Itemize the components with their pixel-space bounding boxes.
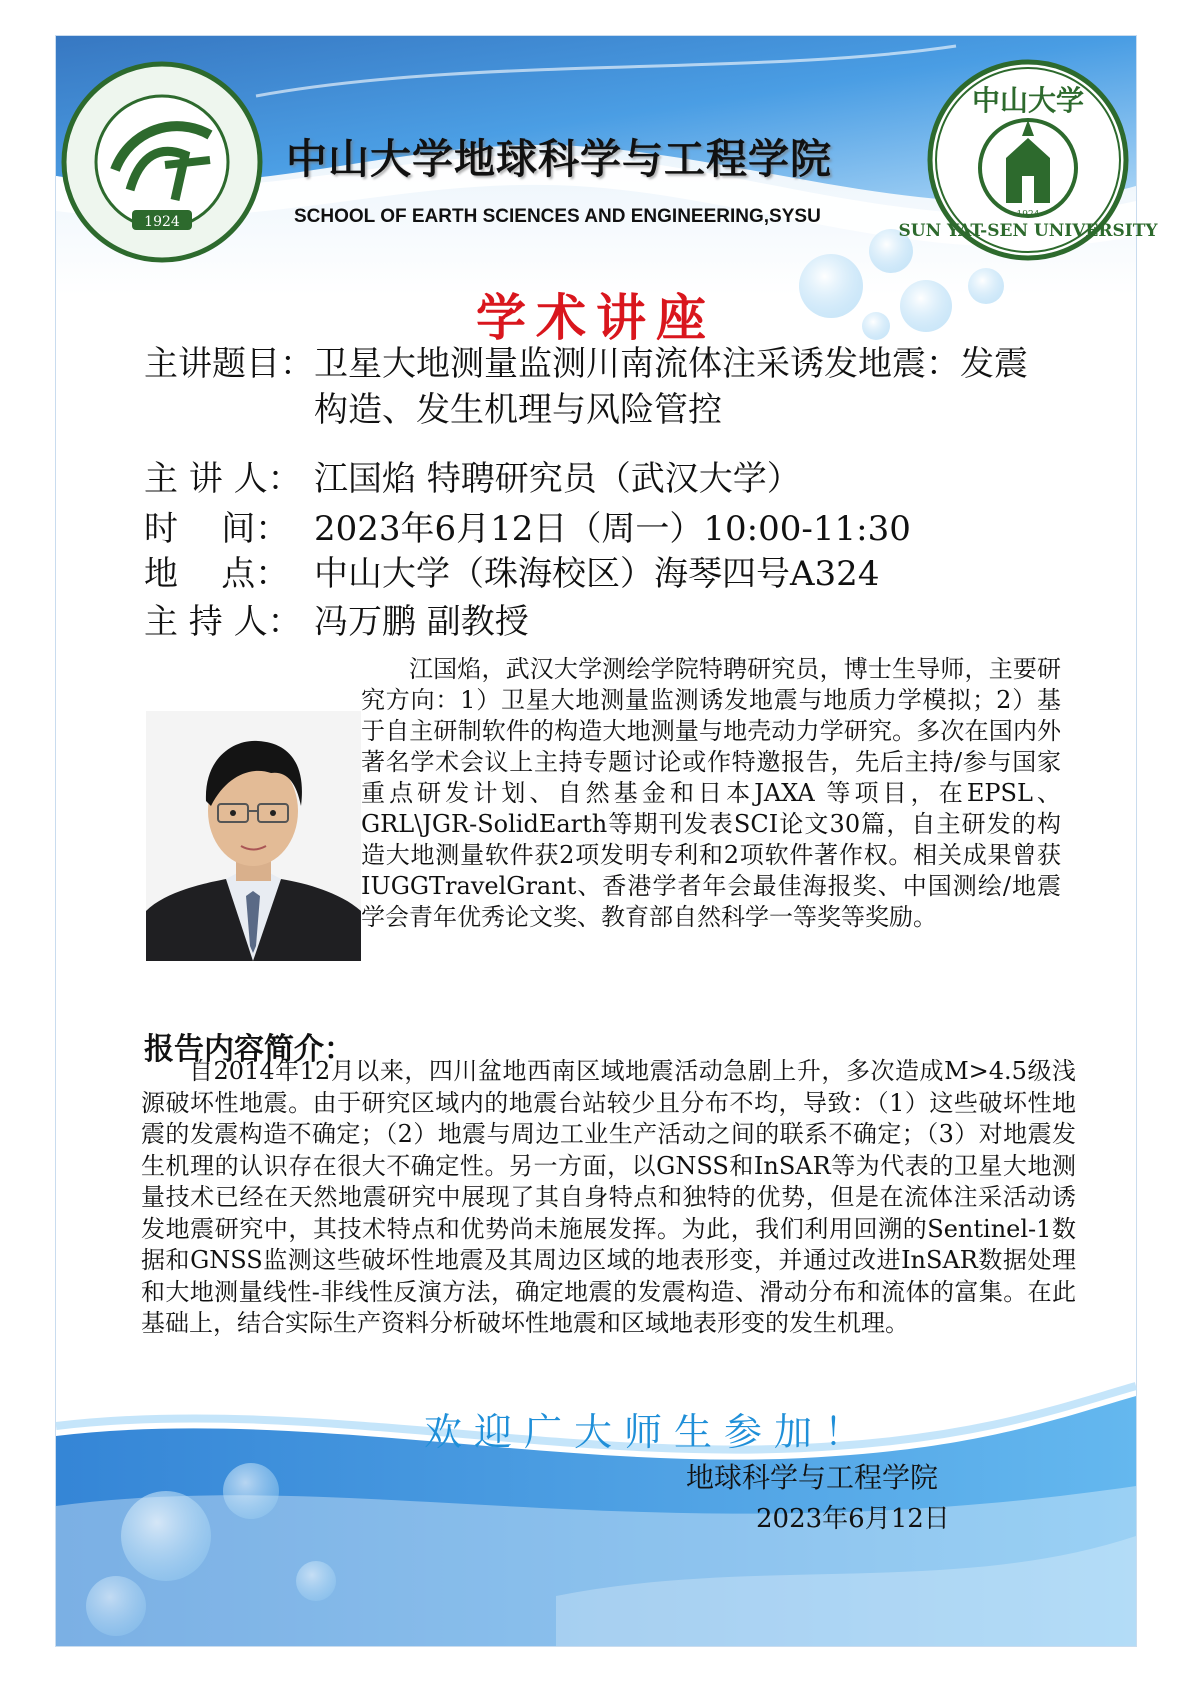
host-label: 主 持 人： [144, 602, 302, 642]
right-seal-en: SUN YAT-SEN UNIVERSITY [898, 221, 1158, 241]
place-row [144, 551, 879, 597]
speaker-photo [146, 711, 361, 961]
right-seal-year: 1924 [1016, 210, 1040, 220]
school-name-cn: 中山大学地球科学与工程学院 [286, 135, 832, 183]
university-seal-logo [898, 58, 1158, 263]
signature-org: 地球科学与工程学院 [686, 1461, 939, 1494]
abstract-title: 报告内容简介： [144, 1032, 354, 1067]
time-row [144, 506, 911, 552]
host-value: 冯万鹏 副教授 [314, 602, 529, 642]
signature-date: 2023年6月12日 [756, 1504, 950, 1534]
topic-label: 主讲题目： [144, 344, 314, 384]
place-value: 中山大学（珠海校区）海琴四号A324 [314, 554, 880, 594]
abstract-body: 自2014年12月以来，四川盆地西南区域地震活动急剧上升，多次造成M>4.5级浅源破坏性地震。由于研究区域内的地震台站较少且分布不均，导致：（1）这些破坏性地震的发震构造不确定；（2）地震与周边工业生产活动之间的联系不确定；（3）对地震发生机理的认识存在很大不确定性。另一方面，以GNSS和InSAR等为代表的卫星大地测量技术已经在天然地震研究中展现了其自身特点和独特的优势，但是在流体注采活动诱发地震研究中，其技术特点和优势尚未施展发挥。为此，我们利用回溯的Sentinel-1数据和GNSS监测这些破坏性地震及其周边区域的地表形变，并通过改进InSAR数据处理和大地测量线性-非线性反演方法，确定地震的发震构造、滑动分布和流体的富集。在此基础上，结合实际生产资料分析破坏性地震和区域地表形变的发生机理。 [141, 1057, 1076, 1337]
speaker-row [144, 456, 801, 502]
time-label: 时 间： [144, 509, 290, 549]
host-row [144, 599, 529, 645]
event-title: 学术讲座 [476, 289, 716, 347]
speaker-bio: 江国焰，武汉大学测绘学院特聘研究员，博士生导师，主要研究方向：1）卫星大地测量监测诱发地震与地质力学模拟；2）基于自主研制软件的构造大地测量与地壳动力学研究。多次在国内外著名学术会议上主持专题讨论或作特邀报告，先后主持/参与国家重点研发计划、自然基金和日本JAXA 等项目，在EPSL、GRL\JGR-SolidEarth等期刊发表SCI论文30篇，自主研发的构造大地测量软件获2项发明专利和2项软件著作权。相关成果曾获IUGGTravelGrant、香港学者年会最佳海报奖、中国测绘/地震学会青年优秀论文奖、教育部自然科学一等奖等奖励。 [361, 655, 1061, 931]
topic-row [144, 341, 1044, 433]
speaker-label: 主 讲 人： [144, 459, 302, 499]
time-value: 2023年6月12日（周一）10:00-11:30 [314, 509, 911, 549]
welcome-message: 欢迎广大师生参加！ [424, 1410, 875, 1454]
poster [55, 35, 1158, 1647]
topic-value: 卫星大地测量监测川南流体注采诱发地震：发震构造、发生机理与风险管控 [314, 344, 1028, 430]
school-seal-logo [60, 60, 265, 265]
school-name-en: SCHOOL OF EARTH SCIENCES AND ENGINEERING,SYSU [294, 206, 821, 227]
speaker-value: 江国焰 特聘研究员（武汉大学） [314, 459, 801, 499]
place-label: 地 点： [144, 554, 290, 594]
left-seal-year: 1924 [144, 214, 180, 230]
right-seal-cn: 中山大学 [971, 84, 1085, 117]
